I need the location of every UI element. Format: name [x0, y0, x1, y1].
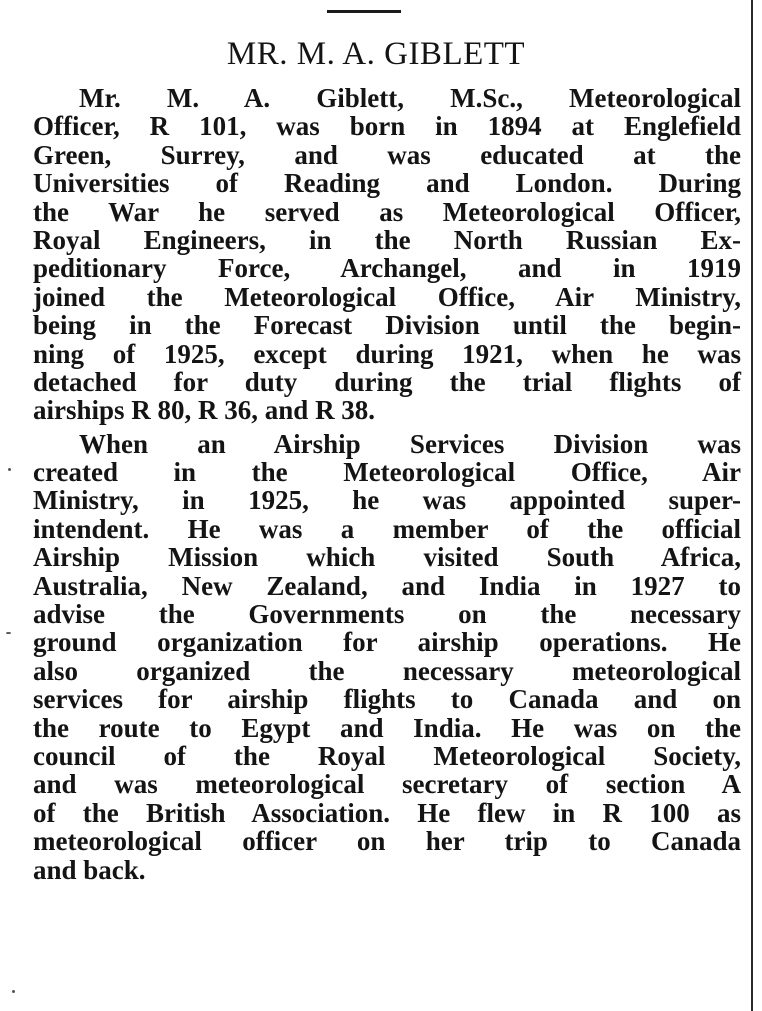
text-line: airships R 80, R 36, and R 38. — [33, 395, 376, 426]
text-line: Mr. M. A. Giblett, M.Sc., Meteorological — [79, 83, 741, 113]
text-line: also organized the necessary meteorological — [33, 655, 741, 686]
text-line: being in the Forecast Division until the begin- — [33, 310, 741, 341]
text-line: and back. — [33, 854, 146, 885]
text-line: of the British Association. He flew in R 100 as — [33, 797, 741, 828]
paragraph-2 — [33, 430, 741, 884]
text-line: council of the Royal Meteorological Society, — [33, 740, 741, 771]
scan-speck — [6, 632, 11, 634]
text-line: Ministry, in 1925, he was appointed super- — [33, 485, 741, 516]
text-line: and was meteorological secretary of section A — [33, 769, 741, 800]
paragraph-1 — [33, 84, 741, 425]
text-line: the route to Egypt and India. He was on the — [33, 712, 741, 743]
scan-speck — [12, 990, 15, 993]
text-line: created in the Meteorological Office, Air — [33, 457, 741, 488]
text-line: Airship Mission which visited South Africa, — [33, 542, 741, 573]
text-line: ning of 1925, except during 1921, when he was — [33, 338, 741, 369]
text-line: advise the Governments on the necessary — [33, 599, 741, 630]
text-line: peditionary Force, Archangel, and in 1919 — [33, 253, 741, 284]
text-line: Officer, R 101, was born in 1894 at Englefield — [33, 111, 741, 142]
text-line: intendent. He was a member of the official — [33, 513, 741, 544]
text-line: meteorological officer on her trip to Canada — [33, 826, 741, 857]
column-rule — [751, 0, 753, 1011]
text-line: services for airship flights to Canada and on — [33, 684, 741, 715]
text-line: Universities of Reading and London. During — [33, 168, 741, 199]
text-line: Royal Engineers, in the North Russian Ex- — [33, 224, 741, 255]
top-rule — [327, 10, 401, 13]
text-line: joined the Meteorological Office, Air Ministry, — [33, 281, 741, 312]
text-line: Green, Surrey, and was educated at the — [33, 139, 741, 170]
text-line: Australia, New Zealand, and India in 1927 to — [33, 570, 741, 601]
text-line: When an Airship Services Division was — [79, 428, 741, 459]
article-body — [33, 84, 741, 884]
text-line: ground organization for airship operations. He — [33, 627, 741, 658]
headline: MR. M. A. GIBLETT — [226, 36, 526, 72]
text-line: the War he served as Meteorological Officer, — [33, 196, 741, 227]
scan-speck — [8, 468, 11, 471]
text-line: detached for duty during the trial flights of — [33, 366, 741, 397]
